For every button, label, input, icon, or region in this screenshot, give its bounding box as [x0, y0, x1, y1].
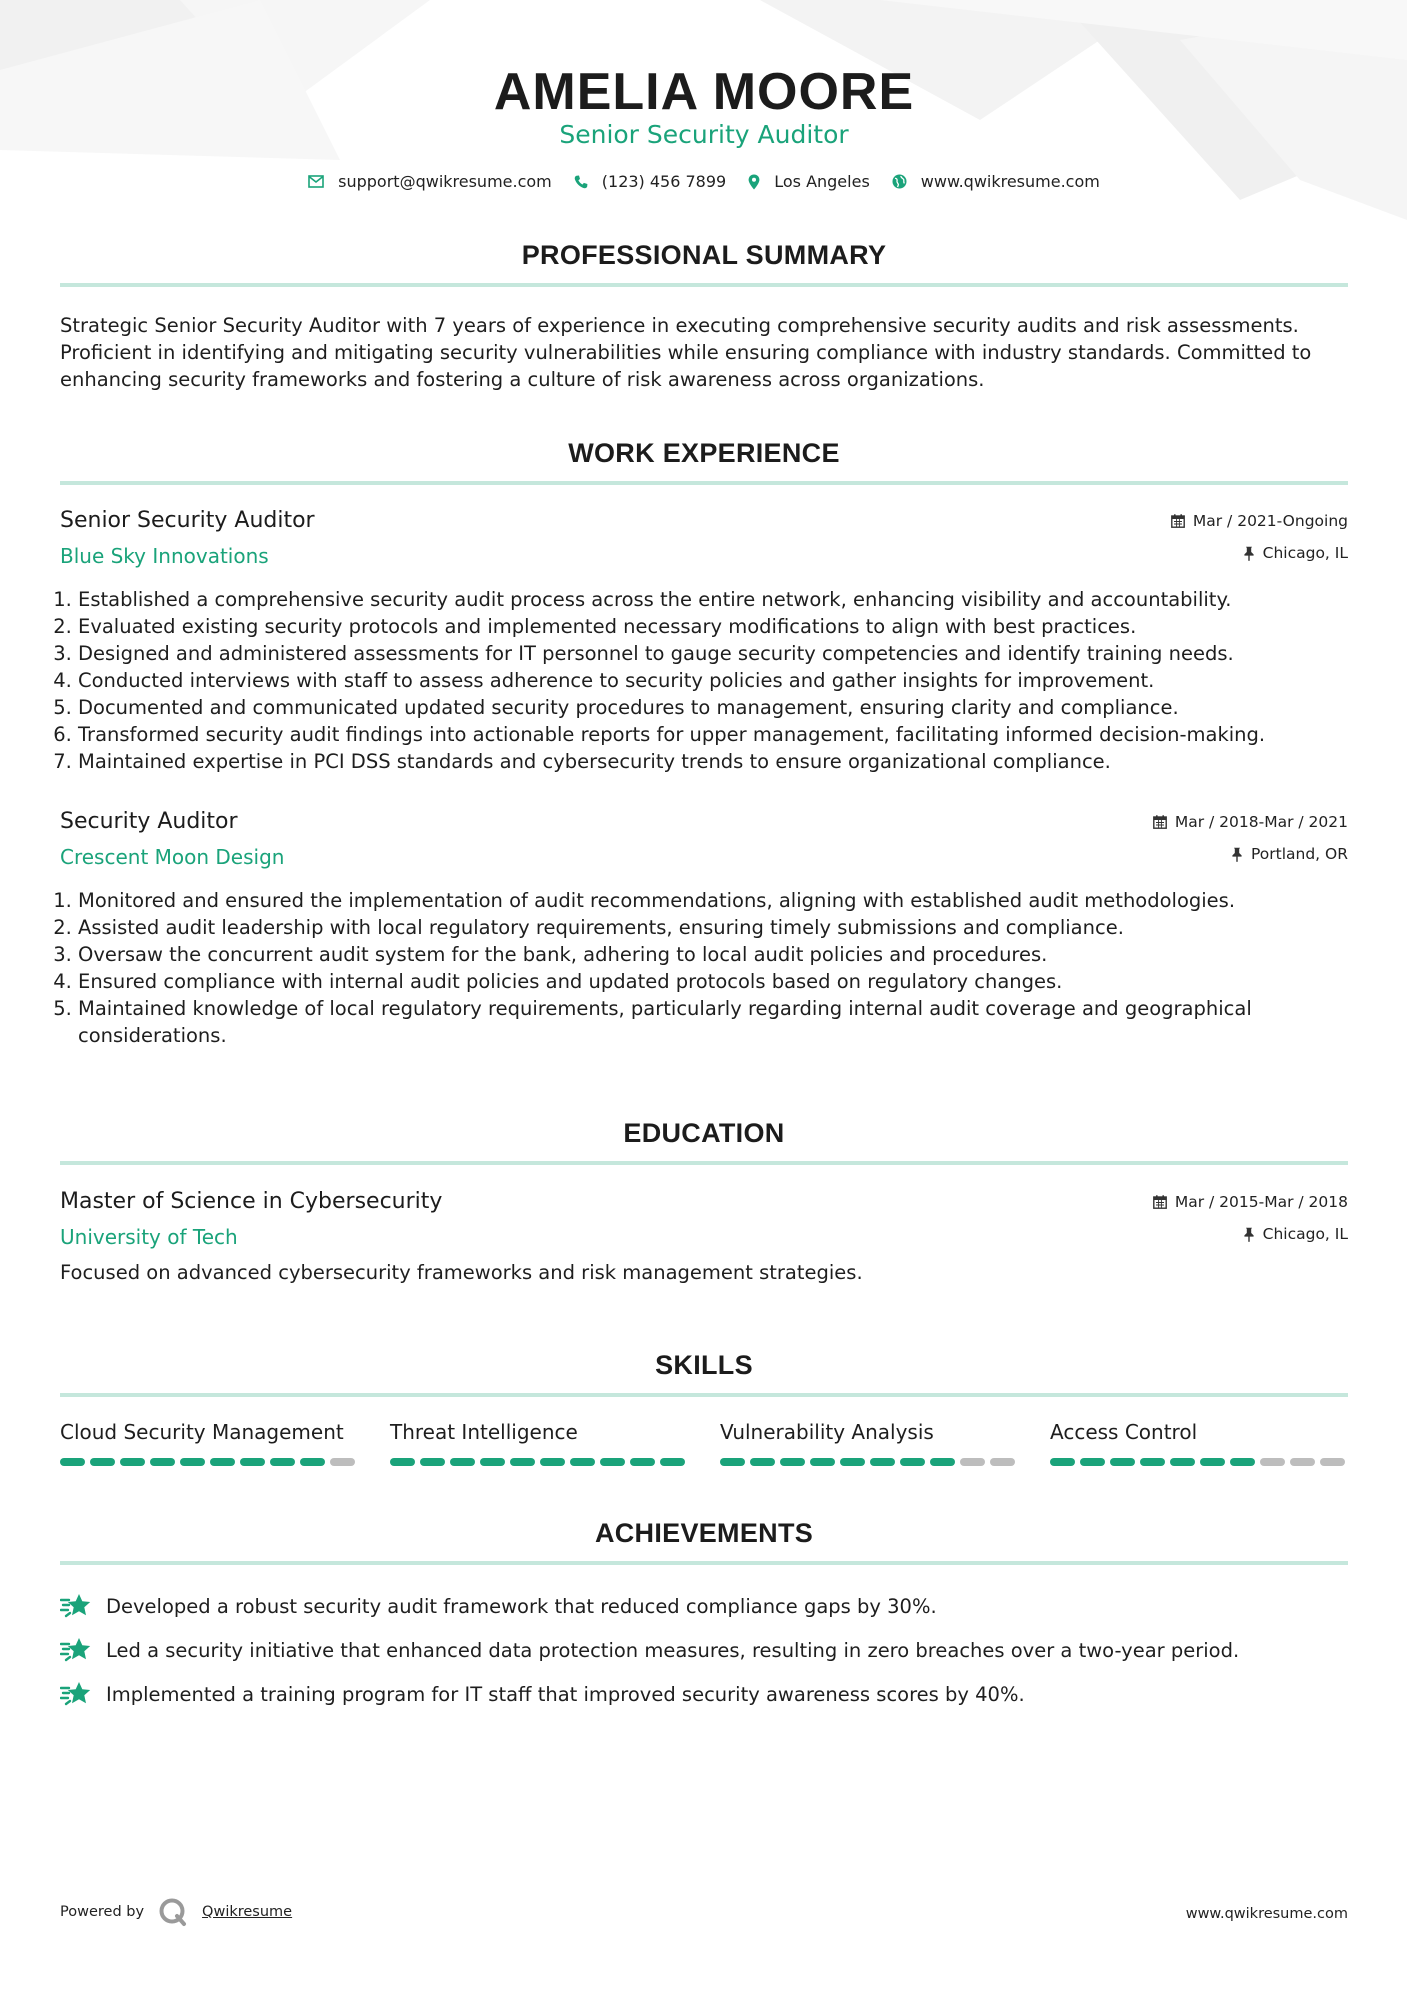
skill-segment-filled: [540, 1458, 565, 1466]
contact-location-text: Los Angeles: [774, 172, 870, 191]
skill-segment-filled: [1140, 1458, 1165, 1466]
achievements-divider: [60, 1561, 1348, 1565]
job-duty: 2. Assisted audit leadership with local regulatory requirements, ensuring timely submissions and compliance.: [78, 914, 1348, 941]
skill-segment-filled: [1110, 1458, 1135, 1466]
skill-segment-filled: [1230, 1458, 1255, 1466]
skill-segment-filled: [300, 1458, 325, 1466]
skills-list: [60, 1420, 1348, 1466]
education-location-text: Chicago, IL: [1262, 1225, 1348, 1243]
pushpin-icon: [1243, 1227, 1255, 1242]
achievements-list: [60, 1584, 1348, 1716]
summary-heading: PROFESSIONAL SUMMARY: [521, 240, 887, 270]
contact-email-text: support@qwikresume.com: [338, 172, 552, 191]
pushpin-icon: [1231, 847, 1243, 862]
skill-segment-filled: [930, 1458, 955, 1466]
skill-segment-filled: [840, 1458, 865, 1466]
phone-icon: [574, 175, 588, 189]
job-duty: 1. Established a comprehensive security audit process across the entire network, enhancing visibility and accountability.: [78, 586, 1348, 613]
skill-segment-empty: [330, 1458, 355, 1466]
skills-heading: SKILLS: [655, 1350, 753, 1380]
summary-text: Strategic Senior Security Auditor with 7 years of experience in executing comprehensive security audits and risk assessments. Proficient in identifying and mitigating security vulnerabilities while ensuring compliance with industry standards. Committed to enhancing security frameworks and fostering a culture of risk awareness across organizations.: [60, 314, 1312, 391]
job-dates-text: Mar / 2021-Ongoing: [1192, 512, 1348, 530]
star-badge-icon: [60, 1636, 92, 1664]
skill-item: [60, 1420, 360, 1466]
job-dates: [1153, 813, 1348, 831]
skill-item: [720, 1420, 1020, 1466]
powered-by-label: Powered by: [60, 1904, 145, 1920]
skill-name: Threat Intelligence: [390, 1420, 578, 1444]
job-location: [1231, 845, 1348, 863]
skill-segment-filled: [1080, 1458, 1105, 1466]
skill-segment-empty: [1260, 1458, 1285, 1466]
skill-segment-filled: [450, 1458, 475, 1466]
education-divider: [60, 1161, 1348, 1165]
skill-segment-empty: [960, 1458, 985, 1466]
skill-segment-filled: [240, 1458, 265, 1466]
job-duty: 4. Conducted interviews with staff to assess adherence to security policies and gather insights for improvement.: [78, 667, 1348, 694]
calendar-icon: [1153, 815, 1167, 829]
skill-segment-filled: [1200, 1458, 1225, 1466]
job-duties: [60, 887, 1348, 1049]
contact-website[interactable]: [892, 172, 1100, 191]
experience-divider: [60, 481, 1348, 485]
qwikresume-logo-icon: [158, 1897, 188, 1927]
skill-item: [1050, 1420, 1350, 1466]
skill-segment-filled: [630, 1458, 655, 1466]
skill-segment-filled: [90, 1458, 115, 1466]
skill-name: Cloud Security Management: [60, 1420, 344, 1444]
skill-segment-filled: [1050, 1458, 1075, 1466]
footer-branding: [60, 1897, 292, 1927]
skill-level-bar: [720, 1458, 1020, 1466]
qwikresume-link[interactable]: Qwikresume: [202, 1904, 293, 1920]
job-company: Blue Sky Innovations: [60, 544, 269, 568]
job-duty: 3. Designed and administered assessments for IT personnel to gauge security competencies and identify training needs.: [78, 640, 1348, 667]
contact-phone-text: (123) 456 7899: [601, 172, 727, 191]
star-badge-icon: [60, 1592, 92, 1620]
star-badge-icon: [60, 1680, 92, 1708]
contact-bar: [60, 172, 1348, 191]
education-degree: Master of Science in Cybersecurity: [60, 1189, 443, 1214]
job-duty: 6. Transformed security audit findings into actionable reports for upper management, facilitating informed decision-making.: [78, 721, 1348, 748]
skill-level-bar: [1050, 1458, 1350, 1466]
achievement-text: Led a security initiative that enhanced data protection measures, resulting in zero breaches over a two-year period.: [106, 1638, 1240, 1662]
job-title: Senior Security Auditor: [60, 508, 315, 533]
skill-segment-filled: [750, 1458, 775, 1466]
skill-segment-filled: [600, 1458, 625, 1466]
achievements-heading: ACHIEVEMENTS: [594, 1518, 814, 1548]
skill-segment-filled: [60, 1458, 85, 1466]
job-duty: 3. Oversaw the concurrent audit system for the bank, adhering to local audit policies and procedures.: [78, 941, 1348, 968]
achievement-text: Developed a robust security audit framework that reduced compliance gaps by 30%.: [106, 1594, 937, 1618]
job-duty: 2. Evaluated existing security protocols and implemented necessary modifications to align with best practices.: [78, 613, 1348, 640]
achievement-item: [60, 1628, 1348, 1672]
experience-heading: WORK EXPERIENCE: [568, 438, 840, 468]
education-description: Focused on advanced cybersecurity frameworks and risk management strategies.: [60, 1261, 863, 1284]
achievement-item: [60, 1584, 1348, 1628]
skill-segment-filled: [420, 1458, 445, 1466]
job-duty: 4. Ensured compliance with internal audit policies and updated protocols based on regulatory changes.: [78, 968, 1348, 995]
skill-level-bar: [60, 1458, 360, 1466]
education-dates: [1153, 1193, 1348, 1211]
skill-segment-filled: [1170, 1458, 1195, 1466]
skill-segment-filled: [210, 1458, 235, 1466]
skill-segment-filled: [510, 1458, 535, 1466]
job-duties: [60, 586, 1348, 775]
calendar-icon: [1153, 1195, 1167, 1209]
skill-name: Vulnerability Analysis: [720, 1420, 934, 1444]
skill-segment-filled: [390, 1458, 415, 1466]
skill-segment-filled: [870, 1458, 895, 1466]
footer-website[interactable]: www.qwikresume.com: [1185, 1906, 1348, 1922]
education-heading: EDUCATION: [623, 1118, 785, 1148]
contact-website-text: www.qwikresume.com: [920, 172, 1100, 191]
contact-email[interactable]: [308, 172, 552, 191]
globe-icon: [892, 174, 907, 189]
calendar-icon: [1171, 514, 1185, 528]
skill-name: Access Control: [1050, 1420, 1198, 1444]
map-pin-icon: [748, 174, 760, 190]
skill-level-bar: [390, 1458, 690, 1466]
skill-segment-filled: [150, 1458, 175, 1466]
skill-segment-filled: [180, 1458, 205, 1466]
skill-segment-filled: [900, 1458, 925, 1466]
job-dates-text: Mar / 2018-Mar / 2021: [1174, 813, 1348, 831]
skill-segment-empty: [990, 1458, 1015, 1466]
skill-segment-filled: [120, 1458, 145, 1466]
education-dates-text: Mar / 2015-Mar / 2018: [1174, 1193, 1348, 1211]
job-duty: 1. Monitored and ensured the implementation of audit recommendations, aligning with established audit methodologies.: [78, 887, 1348, 914]
job-title: Security Auditor: [60, 809, 238, 834]
skill-segment-filled: [480, 1458, 505, 1466]
skill-segment-filled: [810, 1458, 835, 1466]
job-location-text: Portland, OR: [1250, 845, 1348, 863]
achievement-text: Implemented a training program for IT staff that improved security awareness scores by 40%.: [106, 1682, 1025, 1706]
skill-segment-filled: [720, 1458, 745, 1466]
job-company: Crescent Moon Design: [60, 845, 285, 869]
education-location: [1243, 1225, 1348, 1243]
job-duty: 7. Maintained expertise in PCI DSS standards and cybersecurity trends to ensure organizational compliance.: [78, 748, 1348, 775]
job-location-text: Chicago, IL: [1262, 544, 1348, 562]
job-dates: [1171, 512, 1348, 530]
candidate-name: AMELIA MOORE: [493, 63, 915, 121]
candidate-role: Senior Security Auditor: [559, 120, 849, 149]
skill-segment-filled: [570, 1458, 595, 1466]
skills-divider: [60, 1393, 1348, 1397]
job-duty: 5. Maintained knowledge of local regulatory requirements, particularly regarding internal audit coverage and geographical considerations.: [78, 995, 1348, 1049]
skill-segment-filled: [270, 1458, 295, 1466]
envelope-icon: [308, 175, 324, 188]
pushpin-icon: [1243, 546, 1255, 561]
job-duty: 5. Documented and communicated updated security procedures to management, ensuring clarity and compliance.: [78, 694, 1348, 721]
skill-segment-empty: [1290, 1458, 1315, 1466]
education-school: University of Tech: [60, 1225, 238, 1249]
achievement-item: [60, 1672, 1348, 1716]
contact-location: [748, 172, 870, 191]
job-location: [1243, 544, 1348, 562]
summary-divider: [60, 283, 1348, 287]
skill-segment-filled: [660, 1458, 685, 1466]
skill-item: [390, 1420, 690, 1466]
skill-segment-empty: [1320, 1458, 1345, 1466]
skill-segment-filled: [780, 1458, 805, 1466]
contact-phone[interactable]: [574, 172, 726, 191]
